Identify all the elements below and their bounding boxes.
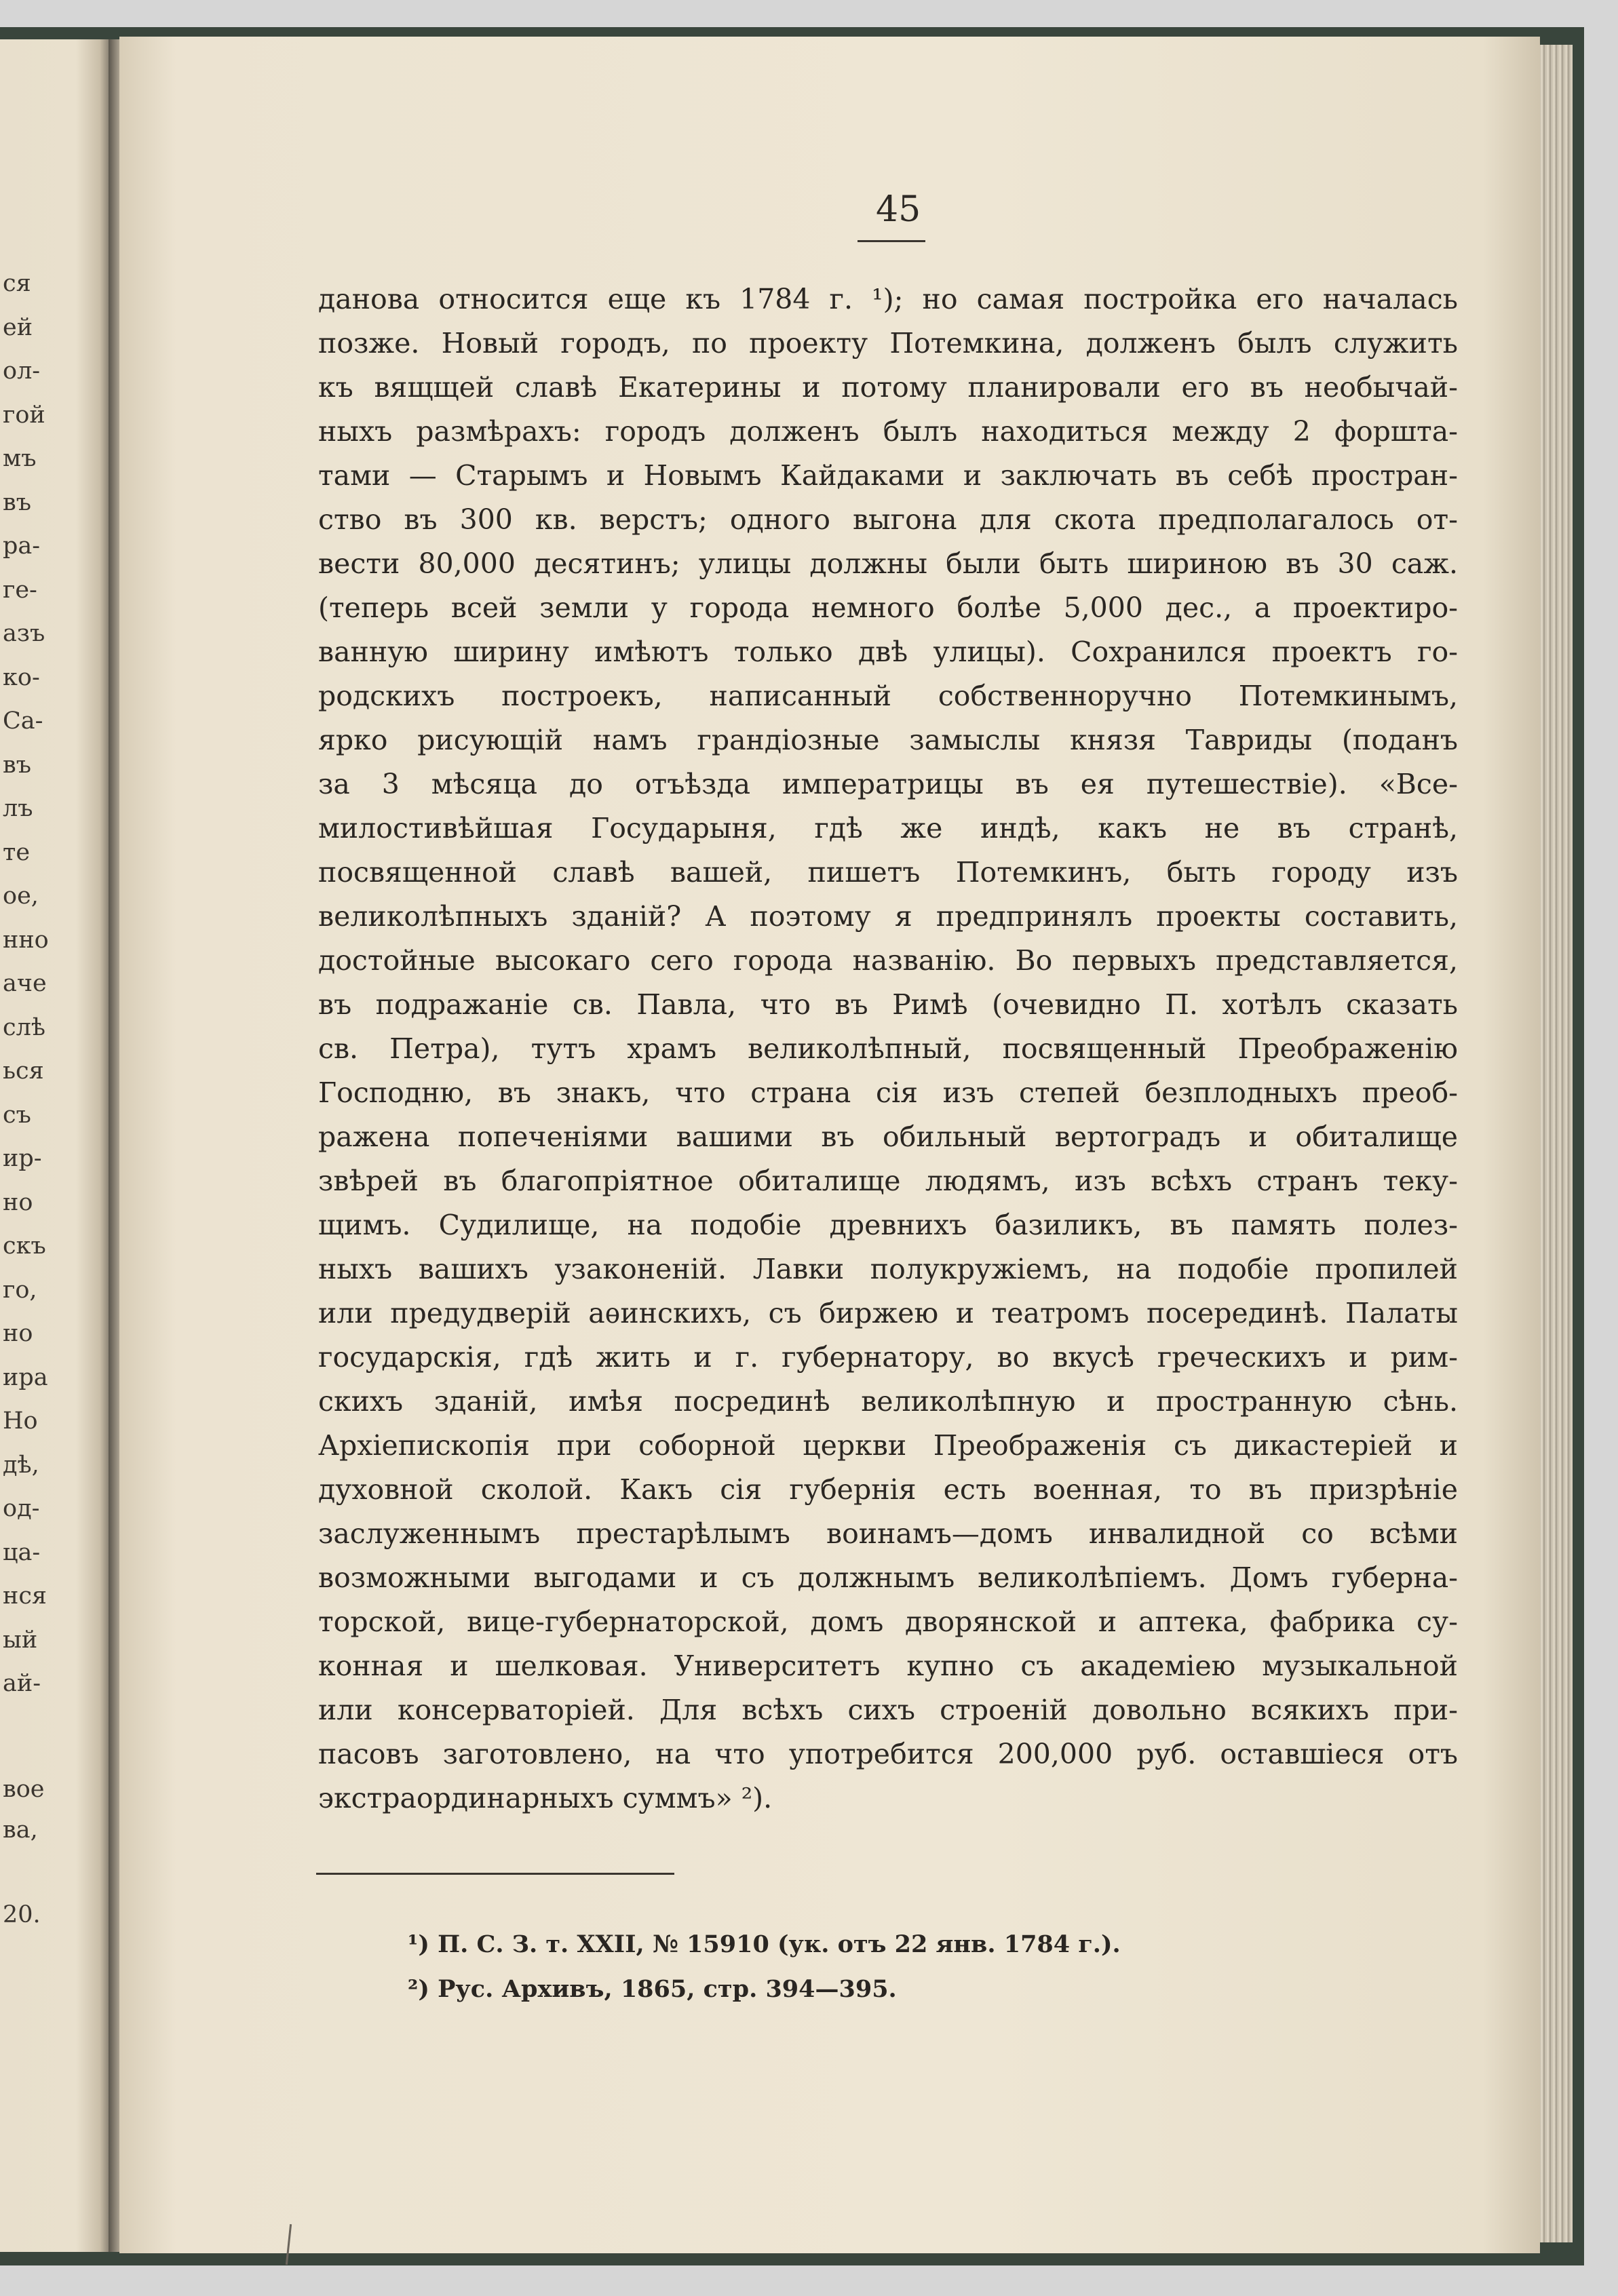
text-line: скихъ зданій, имѣя посрединѣ великолѣпную и пространную сѣнь. (318, 1385, 1458, 1418)
page-number: 45 (876, 189, 921, 230)
page-edges (1540, 45, 1573, 2242)
previous-page-fragment: азъ (3, 620, 45, 647)
text-line: св. Петра), тутъ храмъ великолѣпный, посвященный Преображенію (318, 1032, 1458, 1065)
text-line: ство въ 300 кв. верстъ; одного выгона для скота предполагалось от- (318, 503, 1458, 536)
footnote-2: ²) Рус. Архивъ, 1865, стр. 394—395. (408, 1975, 897, 2003)
previous-page-fragment: ое, (3, 882, 39, 910)
text-line: за 3 мѣсяца до отъѣзда императрицы въ ея путешествіе). «Все- (318, 768, 1458, 800)
previous-page-fragment: ге- (3, 576, 37, 604)
text-line: тами — Старымъ и Новымъ Кайдаками и заключать въ себѣ простран- (318, 459, 1458, 492)
text-line: милостивѣйшая Государыня, гдѣ же индѣ, какъ не въ странѣ, (318, 812, 1458, 844)
previous-page-fragment: нно (3, 926, 49, 954)
previous-page-edge (0, 39, 109, 2252)
text-line: въ подражаніе св. Павла, что въ Римѣ (очевидно П. хотѣлъ сказать (318, 988, 1458, 1021)
book-page (119, 37, 1540, 2253)
previous-page-fragment: въ (3, 488, 31, 516)
previous-page-fragment: мъ (3, 445, 37, 472)
previous-page-fragment: ай- (3, 1670, 41, 1697)
previous-page-fragment: но (3, 1320, 33, 1347)
text-line: позже. Новый городъ, по проекту Потемкина, долженъ былъ служить (318, 327, 1458, 359)
text-line: родскихъ построекъ, написанный собственноручно Потемкинымъ, (318, 680, 1458, 712)
text-line: государскія, гдѣ жить и г. губернатору, во вкусѣ греческихъ и рим- (318, 1341, 1458, 1374)
previous-page-fragment: ол- (3, 357, 41, 385)
previous-page-fragment: Са- (3, 707, 43, 735)
previous-page-fragment: въ (3, 751, 31, 779)
previous-page-fragment: Но (3, 1407, 38, 1435)
text-line: конная и шелковая. Университетъ купно съ академіею музыкальной (318, 1650, 1458, 1682)
previous-page-fragment: ый (3, 1626, 38, 1654)
text-line: Господню, въ знакъ, что страна сія изъ степей безплодныхъ преоб- (318, 1076, 1458, 1109)
previous-page-fragment: ва, (3, 1816, 38, 1844)
previous-page-fragment: нся (3, 1582, 47, 1610)
text-line: великолѣпныхъ зданій? А поэтому я предпринялъ проекты составить, (318, 900, 1458, 933)
previous-page-fragment: съ (3, 1101, 31, 1129)
text-line: ванную ширину имѣютъ только двѣ улицы). Сохранился проектъ го- (318, 636, 1458, 668)
book-scan (0, 27, 1584, 2265)
body-text (318, 277, 1458, 1821)
previous-page-fragment: ира (3, 1363, 48, 1391)
text-line: заслуженнымъ престарѣлымъ воинамъ—домъ инвалидной со всѣми (318, 1517, 1458, 1550)
text-line: (теперь всей земли у города немного болѣе 5,000 дес., а проектиро- (318, 591, 1458, 624)
text-line: торской, вице-губернаторской, домъ дворянской и аптека, фабрика су- (318, 1606, 1458, 1638)
text-line: посвященной славѣ вашей, пишетъ Потемкинъ, быть городу изъ (318, 856, 1458, 889)
page-number-rule (858, 240, 925, 242)
previous-page-fragment: те (3, 838, 31, 866)
previous-page-fragment: ра- (3, 532, 41, 560)
previous-page-fragment: гой (3, 401, 45, 429)
text-line: пасовъ заготовлено, на что употребится 200,000 руб. оставшіеся отъ (318, 1738, 1458, 1770)
previous-page-fragment: го, (3, 1276, 37, 1304)
previous-page-fragment: но (3, 1188, 33, 1216)
previous-page-fragment: ко- (3, 663, 40, 691)
text-line: къ вящщей славѣ Екатерины и потому планировали его въ необычай- (318, 371, 1458, 404)
text-line: звѣрей въ благопріятное обиталище людямъ, изъ всѣхъ странъ теку- (318, 1165, 1458, 1197)
previous-page-fragment: слѣ (3, 1013, 45, 1041)
text-line: ныхъ вашихъ узаконеній. Лавки полукружіемъ, на подобіе пропилей (318, 1253, 1458, 1285)
previous-page-fragment: ься (3, 1057, 44, 1085)
previous-page-fragment: ир- (3, 1145, 42, 1172)
previous-page-fragment: ей (3, 313, 33, 341)
text-line: экстраординарныхъ суммъ» ²). (318, 1782, 773, 1814)
footnote-1: ¹) П. С. З. т. XXII, № 15910 (ук. отъ 22 янв. 1784 г.). (408, 1930, 1121, 1958)
text-line: возможными выгодами и съ должнымъ великолѣпіемъ. Домъ губерна- (318, 1561, 1458, 1594)
previous-page-fragment: ца- (3, 1538, 41, 1566)
footnote-separator (316, 1873, 674, 1875)
previous-page-fragment: скъ (3, 1232, 46, 1260)
text-line: данова относится еще къ 1784 г. ¹); но самая постройка его началась (318, 283, 1458, 315)
text-line: ражена попеченіями вашими въ обильный вертоградъ и обиталище (318, 1121, 1458, 1153)
previous-page-fragment: дѣ, (3, 1451, 39, 1479)
text-line: ныхъ размѣрахъ: городъ долженъ былъ находиться между 2 форшта- (318, 415, 1458, 448)
footnotes (408, 1922, 1290, 2012)
text-line: Архіепископія при соборной церкви Преображенія съ дикастеріей и (318, 1429, 1458, 1462)
previous-page-fragment: ся (3, 270, 31, 297)
text-line: достойные высокаго сего города названію. Во первыхъ представляется, (318, 944, 1458, 977)
text-line: духовной сколой. Какъ сія губернія есть военная, то въ призрѣніе (318, 1473, 1458, 1506)
text-line: вести 80,000 десятинъ; улицы должны были быть шириною въ 30 саж. (318, 547, 1458, 580)
previous-page-fragment: вое (3, 1776, 45, 1803)
text-line: или предудверій аѳинскихъ, съ биржею и театромъ посерединѣ. Палаты (318, 1297, 1458, 1329)
previous-page-fragment: аче (3, 970, 47, 997)
previous-page-fragment: 20. (3, 1901, 41, 1928)
previous-page-fragment: од- (3, 1495, 40, 1522)
text-line: или консерваторіей. Для всѣхъ сихъ строеній довольно всякихъ при- (318, 1694, 1458, 1726)
text-line: щимъ. Судилище, на подобіе древнихъ базиликъ, въ память полез- (318, 1209, 1458, 1241)
text-line: ярко рисующій намъ грандіозные замыслы князя Тавриды (поданъ (318, 724, 1458, 756)
pencil-mark (286, 2224, 292, 2265)
previous-page-fragment: лъ (3, 795, 33, 822)
